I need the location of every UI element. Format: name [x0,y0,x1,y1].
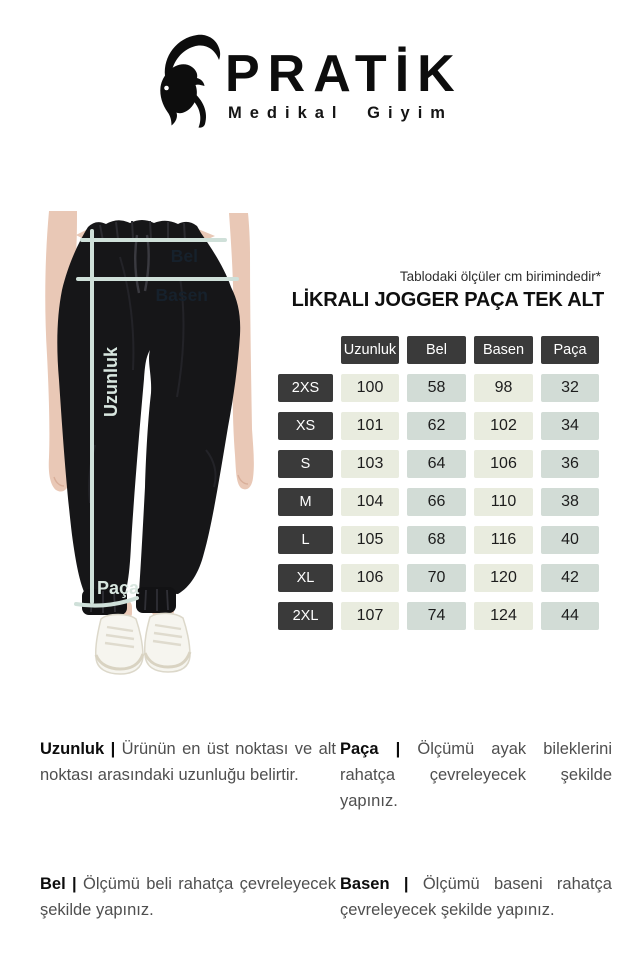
table-cell: 102 [474,412,533,440]
definition-text: Ürünün en üst noktası ve alt noktası arasındaki uzunluğu belirtir. [40,740,337,784]
table-cell: 106 [341,564,399,592]
column-header-paca: Paça [541,336,599,364]
paca-measure-label: Paça [97,578,140,598]
table-cell: 110 [474,488,533,516]
column-header-basen: Basen [474,336,533,364]
table-cell: 98 [474,374,533,402]
table-cell: 64 [407,450,466,478]
uzunluk-measure-label: Uzunluk [101,347,121,417]
table-cell: 104 [341,488,399,516]
column-header-uzunluk: Uzunluk [341,336,399,364]
row-header-size: XS [278,412,333,440]
row-header-size: S [278,450,333,478]
definition-separator: | [403,875,409,893]
row-header-size: 2XL [278,602,333,630]
table-cell: 106 [474,450,533,478]
table-cell: 36 [541,450,599,478]
row-header-size: M [278,488,333,516]
table-cell: 44 [541,602,599,630]
table-cell: 68 [407,526,466,554]
jogger-pants [57,220,240,594]
model-photo-illustration [0,195,280,685]
definition-separator: | [110,740,116,758]
table-cell: 103 [341,450,399,478]
definition-text: Ölçümü beli rahatça çevreleyecek şekilde yapınız. [40,875,336,919]
brand-name: PRATİK [225,45,463,103]
brand-logo [155,32,495,134]
table-cell: 100 [341,374,399,402]
table-cell: 120 [474,564,533,592]
row-header-size: XL [278,564,333,592]
table-cell: 40 [541,526,599,554]
column-header-bel: Bel [407,336,466,364]
table-cell: 34 [541,412,599,440]
bel-measure-label: Bel [170,246,198,266]
basen-measure-label: Basen [155,285,208,305]
table-cell: 116 [474,526,533,554]
definition-text: Ölçümü baseni rahatça çevreleyecek şekilde yapınız. [340,875,612,919]
measurement-definitions [40,736,612,923]
table-cell: 66 [407,488,466,516]
table-cell: 62 [407,412,466,440]
definition-separator: | [72,875,77,893]
definition-basen [340,871,612,923]
definition-term: Uzunluk [40,740,105,758]
table-cell: 124 [474,602,533,630]
table-cell: 70 [407,564,466,592]
table-corner-blank [278,336,333,364]
table-cell: 32 [541,374,599,402]
units-note: Tablodaki ölçüler cm birimindedir* [399,269,601,284]
brand-subtitle: Medikal Giyim [228,104,453,122]
row-header-size: 2XS [278,374,333,402]
definition-separator: | [395,740,401,758]
definition-uzunluk [40,736,336,814]
definition-term: Paça [340,740,379,758]
definition-term: Bel [40,875,66,893]
table-cell: 74 [407,602,466,630]
definition-paca [340,736,612,814]
definition-term: Basen [340,875,390,893]
table-cell: 38 [541,488,599,516]
goat-icon [155,32,221,128]
definition-bel [40,871,336,923]
table-cell: 107 [341,602,399,630]
table-cell: 101 [341,412,399,440]
row-header-size: L [278,526,333,554]
table-cell: 42 [541,564,599,592]
size-table [278,336,599,630]
product-title: LİKRALI JOGGER PAÇA TEK ALT [291,289,604,311]
definition-text: Ölçümü ayak bileklerini rahatça çevreleyecek şekilde yapınız. [340,740,613,810]
table-cell: 58 [407,374,466,402]
sneakers [96,613,190,674]
table-cell: 105 [341,526,399,554]
